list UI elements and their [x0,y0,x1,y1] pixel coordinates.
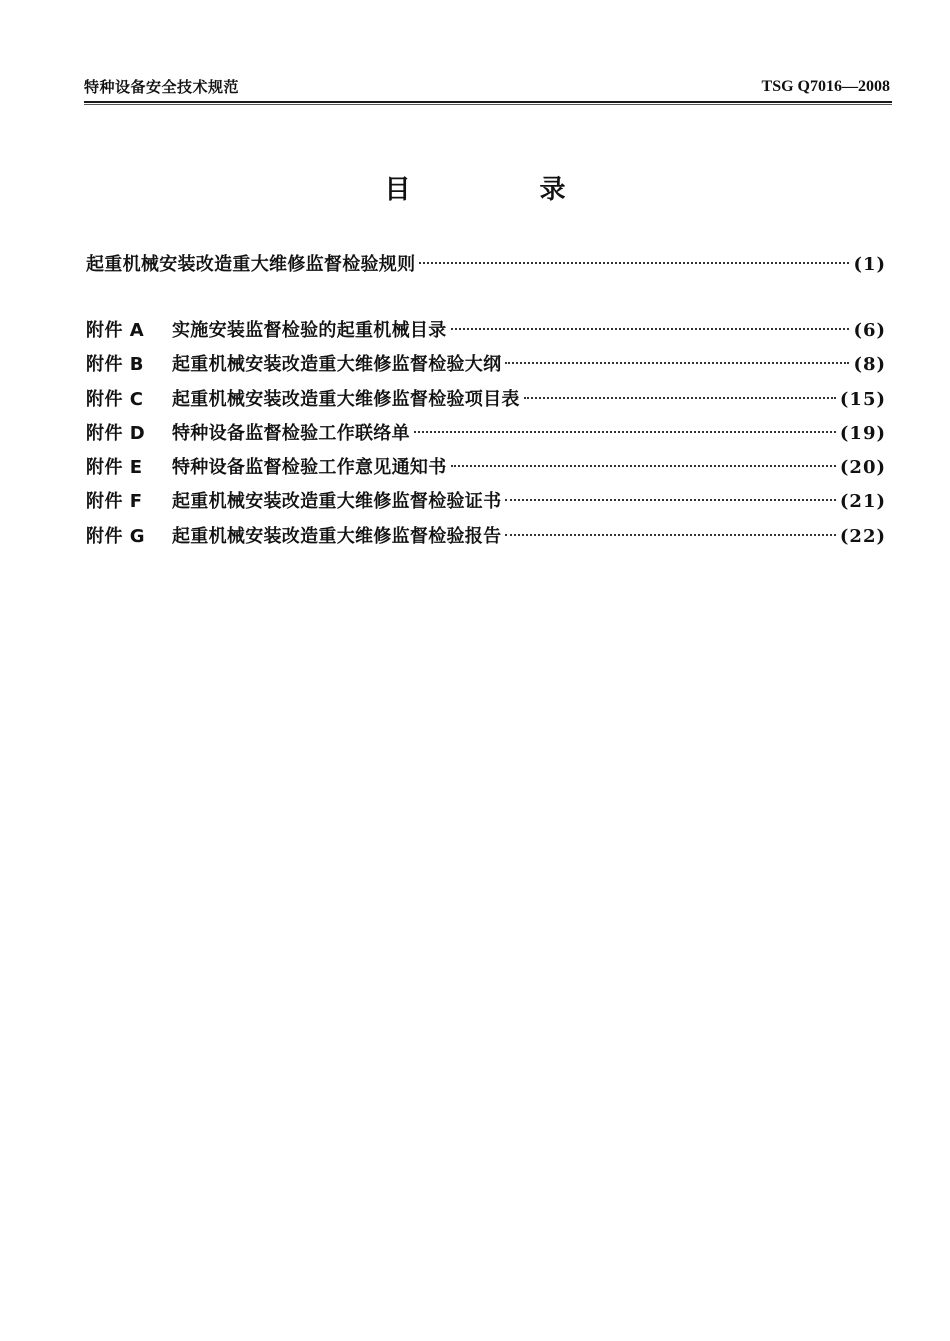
toc-appendix-label: 附件 F [86,491,143,513]
toc-entry-appendix-g[interactable] [86,520,886,554]
page-title: 目 录 [384,175,626,205]
toc-entry-appendix-f[interactable] [86,485,886,519]
toc-appendix-label: 附件 A [86,320,145,341]
toc-entry-text: 特种设备监督检验工作意见通知书 [172,457,447,479]
toc-main [86,248,886,282]
toc-page-number: (22) [839,525,886,547]
toc-dot-leader [505,499,836,501]
toc-entry-text: 起重机械安装改造重大维修监督检验证书 [172,491,502,513]
toc-page-number: (21) [839,491,886,513]
toc-entry-text: 起重机械安装改造重大维修监督检验报告 [172,525,502,547]
header-rule [84,101,892,103]
toc-entry-text: 起重机械安装改造重大维修监督检验规则 [86,254,416,275]
toc-entry-text: 特种设备监督检验工作联络单 [172,422,410,444]
toc-dot-leader [505,534,836,536]
header-standard-code: TSG Q7016—2008 [761,78,890,95]
toc-dot-leader [419,262,849,264]
toc-appendix-list [86,314,886,554]
toc-dot-leader [451,328,850,330]
toc-entry-text: 起重机械安装改造重大维修监督检验大纲 [172,354,502,376]
toc-entry-text: 起重机械安装改造重大维修监督检验项目表 [172,388,520,410]
toc-entry-appendix-e[interactable] [86,451,886,485]
toc-entry-appendix-d[interactable] [86,417,886,451]
toc-appendix-label: 附件 G [86,525,146,547]
toc-appendix-label: 附件 B [86,354,144,376]
toc-page-number: (1) [853,254,886,275]
toc-dot-leader [524,397,836,399]
toc-page-number: (8) [853,354,886,376]
toc-dot-leader [505,362,849,364]
toc-page-number: (6) [853,320,886,341]
toc-entry-appendix-a[interactable] [86,314,886,348]
toc-appendix-label: 附件 E [86,457,143,479]
toc-entry-text: 实施安装监督检验的起重机械目录 [172,320,447,341]
toc-appendix-label: 附件 C [86,388,144,410]
page-header [84,74,890,100]
toc-page-number: (19) [839,422,886,444]
toc-dot-leader [451,465,836,467]
toc-appendix-label: 附件 D [86,422,146,444]
toc-entry-appendix-c[interactable] [86,383,886,417]
toc-page-number: (15) [839,388,886,410]
toc-entry-main[interactable] [86,248,886,282]
header-rule-thin [84,104,892,105]
toc-entry-appendix-b[interactable] [86,348,886,382]
header-category: 特种设备安全技术规范 [84,78,240,96]
toc-page-number: (20) [839,457,886,479]
toc-dot-leader [414,431,836,433]
